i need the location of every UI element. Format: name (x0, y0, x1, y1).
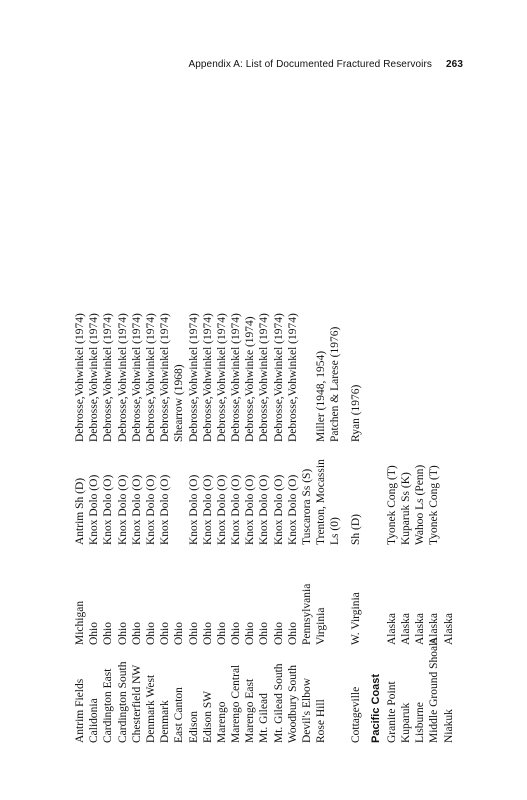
table-row (272, 143, 286, 743)
field-cell: Marengo East (244, 678, 257, 743)
page-number: 263 (446, 59, 463, 70)
field-cell: Lisburne (414, 702, 427, 743)
table-row (87, 143, 101, 743)
location-cell: Michigan (74, 600, 86, 645)
field-cell: Marengo Central (230, 664, 243, 743)
formation-cell: Knox Dolo (O) (144, 474, 157, 545)
formation-cell (442, 442, 456, 545)
field-cell: Calidonia (88, 698, 101, 743)
location-cell: Ohio (230, 622, 243, 645)
field-cell: Cottageville (349, 686, 362, 743)
table-row (215, 143, 229, 743)
table-row (229, 143, 243, 743)
formation-cell: Knox Dolo (O) (159, 474, 172, 545)
reference-cell: Debrosse,Vohwinkel (1974) (130, 313, 143, 442)
location-cell: Alaska (414, 613, 427, 645)
reference-cell: Debrosse,Vohwinkel (1974) (74, 313, 86, 442)
reference-cell (427, 143, 441, 442)
table-row (413, 143, 427, 743)
field-cell: Edison SW (201, 690, 214, 743)
field-cell: Denmark West (144, 674, 157, 743)
location-cell: Ohio (187, 622, 200, 645)
field-cell: Granite Point (385, 681, 398, 743)
section-title: Pacific Coast (369, 673, 382, 743)
reference-cell: Debrosse,Vohwinkel (1974) (102, 313, 115, 442)
location-cell: Alaska (428, 613, 441, 645)
field-cell: Niakuk (442, 709, 455, 743)
table-row (101, 143, 115, 743)
formation-cell: Knox Dolo (O) (102, 474, 115, 545)
table-row (427, 143, 441, 743)
field-cell: Denmark (159, 700, 172, 743)
table-row (243, 143, 257, 743)
table-row (385, 143, 399, 743)
table-row (300, 143, 314, 743)
location-cell: Ohio (102, 622, 115, 645)
field-cell: East Canton (173, 687, 186, 743)
field-cell: Cardington South (116, 661, 129, 743)
table-row (130, 143, 144, 743)
reference-cell: Debrosse,Vohwinkel (1974) (159, 313, 172, 442)
field-cell: Rose Hill (315, 699, 328, 743)
location-cell: Ohio (215, 622, 228, 645)
table-row (314, 143, 342, 743)
table-group-a (73, 143, 314, 743)
field-cell: Devil's Elbow (301, 678, 313, 743)
formation-cell: Knox Dolo (O) (187, 474, 200, 545)
table-row (349, 143, 363, 743)
reference-cell: Debrosse,Vohwinkel (1974) (187, 313, 200, 442)
reference-line-1: Miller (1948, 1954) (315, 350, 328, 442)
reference-cell (300, 143, 314, 442)
table-row (257, 143, 271, 743)
table-row (187, 143, 201, 743)
formation-cell: Knox Dolo (O) (215, 474, 228, 545)
location-cell: W. Virginia (349, 592, 362, 645)
field-cell: Woodbury South (286, 665, 299, 743)
location-cell: Alaska (442, 613, 455, 645)
reference-cell: Debrosse,Vohwinkel (1974) (272, 313, 285, 442)
table-row (144, 143, 158, 743)
location-cell: Pennsylvania (301, 583, 313, 645)
formation-cell: Knox Dolo (O) (244, 474, 257, 545)
reference-cell (314, 143, 342, 442)
formation-cell: Knox Dolo (O) (258, 474, 271, 545)
table-group-b (385, 143, 456, 743)
formation-line-1: Trenton, Mocassin (315, 459, 328, 545)
location-cell: Ohio (258, 622, 271, 645)
field-cell: Kuparuk (399, 702, 412, 743)
formation-cell: Tyonek Cong (T) (385, 465, 398, 545)
location-cell: Virginia (315, 607, 328, 645)
field-cell: Antrim Fields (74, 678, 86, 743)
reference-cell: Debrosse,Vohwinkel (1974) (215, 313, 228, 442)
formation-cell: Knox Dolo (O) (272, 474, 285, 545)
reference-cell (385, 143, 399, 442)
formation-cell (314, 442, 342, 545)
reference-cell: Debrosse,Vohwinkel (1974) (201, 313, 214, 442)
reference-cell: Debrosse,Vohwinke (1974) (244, 316, 257, 442)
location-cell: Alaska (385, 613, 398, 645)
field-cell: Mt. Gilead South (272, 663, 285, 743)
reference-cell: Debrosse,Vohwinkel (1974) (144, 313, 157, 442)
reference-cell: Debrosse,Vohwinkel (1974) (230, 313, 243, 442)
table-row (116, 143, 130, 743)
formation-cell: Sh (D) (349, 514, 362, 545)
field-cell: Middle Ground Shoals (428, 638, 441, 743)
formation-cell: Knox Dolo (O) (116, 474, 129, 545)
field-cell: Marengo (215, 701, 228, 743)
formation-line-2: Ls (0) (329, 517, 342, 545)
field-cell: Edison (187, 711, 200, 743)
location-cell: Alaska (399, 613, 412, 645)
reference-cell: Shearrow (1968) (173, 364, 186, 442)
header-title: Appendix A: List of Documented Fractured Reservoirs (188, 59, 432, 70)
reference-cell (399, 143, 413, 442)
formation-cell: Knox Dolo (O) (88, 474, 101, 545)
reference-line-2: Patchen & Larese (1976) (329, 326, 342, 442)
location-cell: Ohio (116, 622, 129, 645)
reference-cell: Ryan (1976) (349, 384, 362, 442)
table-row (73, 143, 87, 743)
table-row (201, 143, 215, 743)
formation-cell: Knox Dolo (O) (130, 474, 143, 545)
reference-cell: Debrosse,Vohwinkel (1974) (88, 313, 101, 442)
location-cell: Ohio (88, 622, 101, 645)
reference-cell: Debrosse,Vohwinkel (1974) (258, 313, 271, 442)
reference-cell (442, 143, 456, 442)
formation-cell: Knox Dolo (O) (286, 474, 299, 545)
location-cell: Ohio (272, 622, 285, 645)
running-head (188, 59, 463, 70)
field-cell: Chesterfield NW (130, 664, 143, 743)
formation-cell: Kuparuk Ss (K) (399, 472, 412, 545)
location-cell: Ohio (130, 622, 143, 645)
formation-cell: Knox Dolo (O) (230, 474, 243, 545)
location-cell: Ohio (144, 622, 157, 645)
formation-cell: Tyonek Cong (T) (428, 465, 441, 545)
formation-cell: Antrim Sh (D) (74, 477, 86, 545)
field-cell: Cardington East (102, 668, 115, 743)
reference-cell: Debrosse,Vohwinkel (1974) (286, 313, 299, 442)
table-row (286, 143, 300, 743)
formation-cell: Wahoo Ls (Penn) (414, 464, 427, 545)
formation-cell: Knox Dolo (O) (201, 474, 214, 545)
field-cell: Mt. Gilead (258, 693, 271, 743)
fractured-reservoirs-table (73, 143, 456, 743)
location-cell: Ohio (159, 622, 172, 645)
reference-cell (413, 143, 427, 442)
table-row (399, 143, 413, 743)
table-row (442, 143, 456, 743)
table-row (172, 143, 186, 743)
reference-cell: Debrosse,Vohwinkel (1974) (116, 313, 129, 442)
formation-cell (172, 442, 186, 545)
table-row (158, 143, 172, 743)
location-cell: Ohio (173, 622, 186, 645)
formation-cell: Tuscarora Ss (S) (301, 468, 313, 545)
location-cell: Ohio (286, 622, 299, 645)
location-cell: Ohio (244, 622, 257, 645)
location-cell: Ohio (201, 622, 214, 645)
